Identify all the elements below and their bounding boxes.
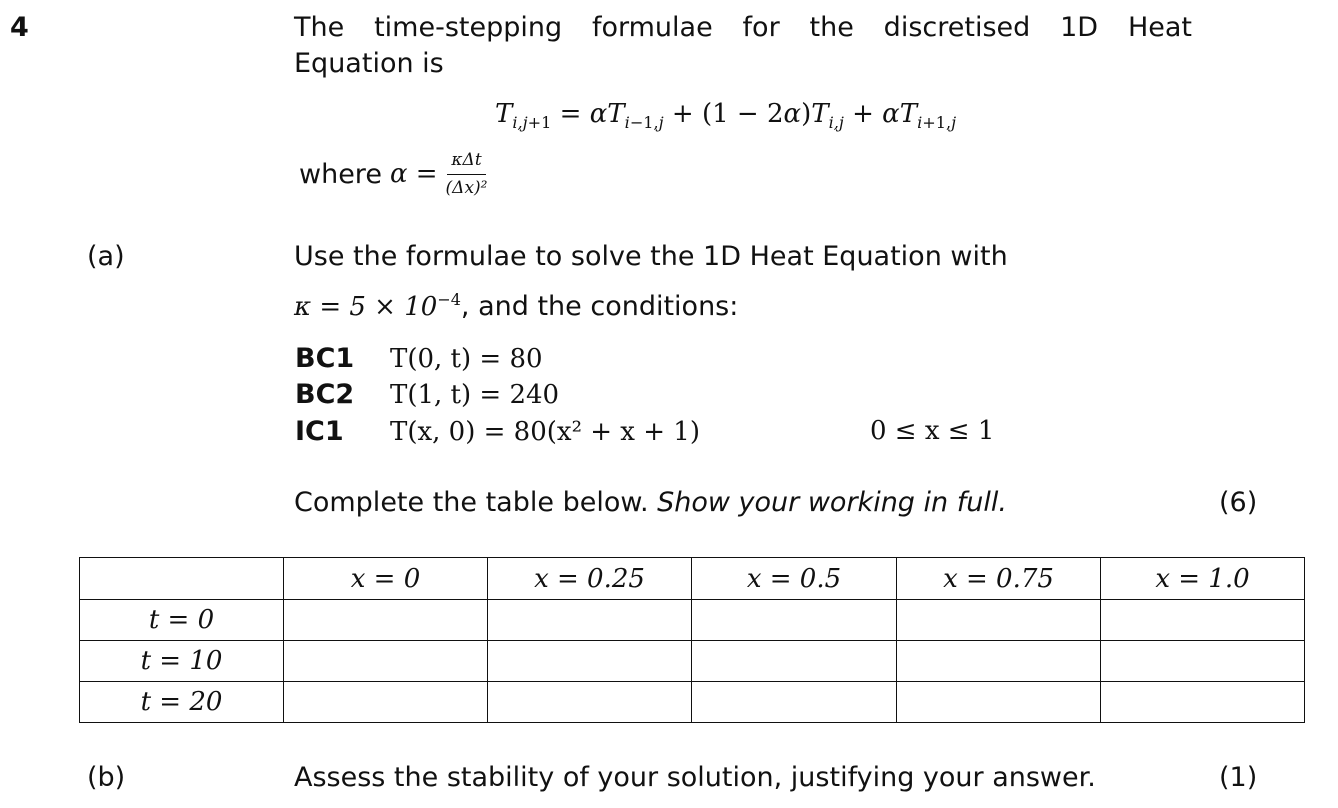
condition-expression: T(x, 0) = 80(x² + x + 1) — [390, 417, 700, 447]
condition-bc2 — [295, 379, 559, 410]
table-header-cell: x = 0.25 — [488, 558, 692, 600]
table-cell[interactable] — [1101, 600, 1305, 641]
table-cell[interactable] — [897, 600, 1101, 641]
table-cell[interactable] — [897, 682, 1101, 723]
time-stepping-formula: $T_{i,j+1} = \alpha T_{i-1,j} + (1 - 2\alpha)T_{i,j} + \alpha T_{i+1,j}$ — [495, 99, 957, 133]
table-cell[interactable] — [692, 641, 897, 682]
part-b-marks: (1) — [1219, 762, 1258, 793]
table-header-row — [80, 558, 1305, 600]
table-cell[interactable] — [1101, 682, 1305, 723]
table-cell[interactable] — [488, 682, 692, 723]
alpha-numerator: κΔt — [447, 150, 485, 175]
table-row — [80, 641, 1305, 682]
condition-ic1 — [295, 416, 700, 447]
table-cell[interactable] — [284, 641, 488, 682]
table-prompt-text: Complete the table below. — [294, 487, 649, 518]
table-header-cell: x = 0.75 — [897, 558, 1101, 600]
table-row-label: t = 20 — [80, 682, 284, 723]
condition-label: BC1 — [295, 343, 355, 374]
table-row — [80, 600, 1305, 641]
condition-expression: T(1, t) = 240 — [390, 380, 560, 410]
table-cell[interactable] — [897, 641, 1101, 682]
part-b-label: (b) — [87, 762, 126, 793]
table-cell[interactable] — [488, 641, 692, 682]
answer-table — [79, 557, 1305, 723]
question-number: 4 — [10, 12, 29, 43]
table-row — [80, 682, 1305, 723]
intro-line-1: The time-stepping formulae for the discretised 1D Heat — [294, 12, 1192, 43]
table-header-cell: x = 0 — [284, 558, 488, 600]
part-a-instruction: Use the formulae to solve the 1D Heat Equation with — [294, 241, 1008, 272]
table-header-cell: x = 0.5 — [692, 558, 897, 600]
table-cell[interactable] — [488, 600, 692, 641]
table-row-label: t = 10 — [80, 641, 284, 682]
part-a-marks: (6) — [1219, 487, 1258, 518]
alpha-definition — [299, 150, 488, 198]
condition-label: BC2 — [295, 379, 355, 410]
condition-expression: T(0, t) = 80 — [390, 344, 543, 374]
alpha-fraction — [446, 150, 488, 198]
table-header-cell: x = 1.0 — [1101, 558, 1305, 600]
table-prompt — [294, 487, 1007, 518]
alpha-lhs: α = — [389, 159, 438, 189]
table-cell[interactable] — [1101, 641, 1305, 682]
table-row-label: t = 0 — [80, 600, 284, 641]
part-b-text: Assess the stability of your solution, justifying your answer. — [294, 762, 1096, 793]
kappa-line — [294, 291, 738, 322]
table-cell[interactable] — [284, 682, 488, 723]
kappa-expression: κ = 5 × 10 — [294, 292, 438, 322]
table-prompt-italic: Show your working in full. — [657, 487, 1007, 518]
table-corner-cell — [80, 558, 284, 600]
table-cell[interactable] — [284, 600, 488, 641]
where-label: where — [299, 158, 382, 190]
table-cell[interactable] — [692, 682, 897, 723]
kappa-exponent: −4 — [437, 289, 461, 309]
condition-domain: 0 ≤ x ≤ 1 — [870, 416, 995, 446]
condition-label: IC1 — [295, 416, 344, 447]
kappa-suffix: , and the conditions: — [460, 291, 739, 322]
alpha-denominator: (Δx)² — [445, 178, 488, 198]
intro-line-2: Equation is — [294, 48, 444, 79]
condition-bc1 — [295, 343, 543, 374]
part-a-label: (a) — [87, 241, 125, 272]
table-cell[interactable] — [692, 600, 897, 641]
